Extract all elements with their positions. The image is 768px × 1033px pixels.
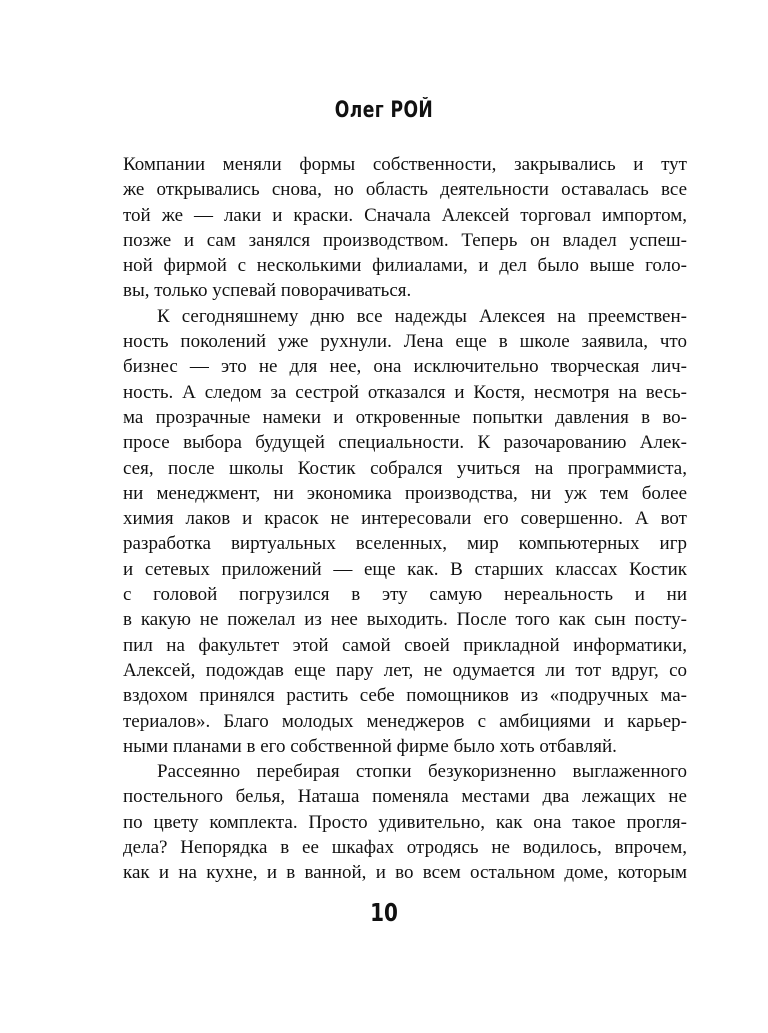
running-header-author: Олег РОЙ: [334, 98, 434, 123]
page-number: 10: [370, 898, 398, 927]
text-line: ма прозрачные намеки и откровенные попытки давления в во-: [123, 406, 687, 428]
text-line: ность поколений уже рухнули. Лена еще в школе заявила, что: [123, 331, 687, 353]
text-line: по цвету комплекта. Просто удивительно, как она такое прогля-: [123, 811, 687, 833]
text-line: ными планами в его собственной фирме было хоть отбавляй.: [123, 735, 617, 757]
text-line: позже и сам занялся производством. Теперь он владел успеш-: [123, 229, 687, 251]
text-line: бизнес — это не для нее, она исключительно творческая лич-: [123, 356, 687, 378]
text-line: химия лаков и красок не интересовали его совершенно. А вот: [123, 508, 687, 530]
text-line: вздохом принялся растить себе помощников из «подручных ма-: [123, 685, 687, 707]
text-line: пил на факультет этой самой своей прикладной информатики,: [123, 634, 687, 656]
text-line: вы, только успевай поворачиваться.: [123, 280, 412, 302]
text-line: с головой погрузился в эту самую нереальность и ни: [123, 584, 687, 606]
text-line: как и на кухне, и в ванной, и во всем остальном доме, которым: [123, 862, 687, 884]
text-line: Рассеянно перебирая стопки безукоризненно выглаженного: [157, 761, 687, 783]
text-line: Алексей, подождав еще пару лет, не одумается ли тот вдруг, со: [123, 659, 687, 681]
text-line: ность. А следом за сестрой отказался и Костя, несмотря на весь-: [123, 381, 687, 403]
text-line: териалов». Благо молодых менеджеров с амбициями и карьер-: [123, 710, 687, 732]
text-line: дела? Непорядка в ее шкафах отродясь не водилось, впрочем,: [123, 837, 687, 859]
text-line: постельного белья, Наташа поменяла местами два лежащих не: [123, 786, 687, 808]
body-text: [123, 152, 687, 886]
text-line: же открывались снова, но область деятельности оставалась все: [123, 179, 687, 201]
text-line: той же — лаки и краски. Сначала Алексей торговал импортом,: [123, 204, 687, 226]
text-line: К сегодняшнему дню все надежды Алексея на преемствен-: [157, 305, 687, 327]
text-line: просе выбора будущей специальности. К разочарованию Алек-: [123, 432, 687, 454]
text-line: Компании меняли формы собственности, закрывались и тут: [123, 154, 687, 175]
text-line: ной фирмой с несколькими филиалами, и дел было выше голо-: [123, 255, 687, 277]
text-line: разработка виртуальных вселенных, мир компьютерных игр: [123, 533, 687, 555]
text-line: сея, после школы Костик собрался учиться на программиста,: [123, 457, 687, 479]
text-line: и сетевых приложений — еще как. В старших классах Костик: [123, 558, 687, 580]
text-line: в какую не пожелал из нее выходить. После того как сын посту-: [123, 609, 687, 631]
text-line: ни менеджмент, ни экономика производства, ни уж тем более: [123, 482, 687, 504]
